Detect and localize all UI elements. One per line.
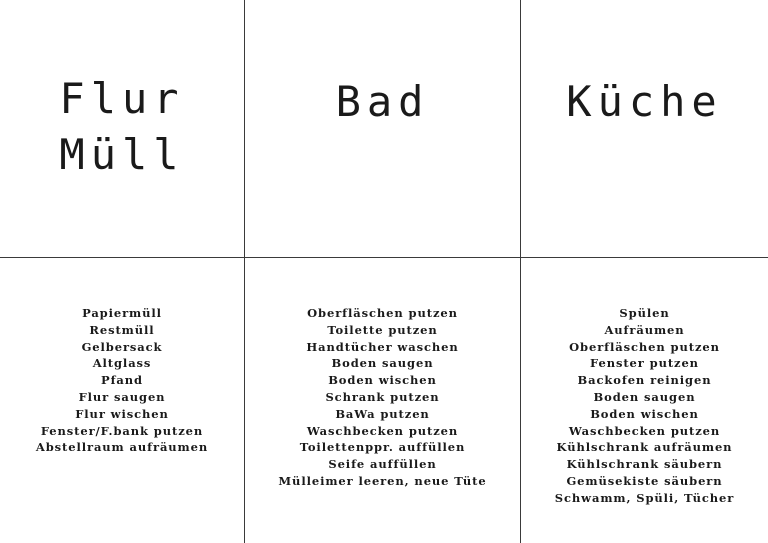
header-cell-kueche	[521, 0, 768, 258]
task-item: Papiermüll	[82, 306, 162, 320]
task-item: Oberfläschen putzen	[569, 339, 720, 354]
task-item: Gemüsekiste säubern	[566, 473, 723, 488]
task-item: Altglass	[92, 356, 152, 371]
task-item: Oberfläschen putzen	[307, 306, 458, 320]
task-cell-flur-muell	[0, 258, 245, 543]
task-list-bad	[245, 305, 520, 490]
task-list-flur-muell	[0, 305, 244, 456]
task-item: Aufräumen	[604, 322, 685, 337]
task-item: Waschbecken putzen	[306, 423, 459, 438]
task-item: Kühlschrank säubern	[566, 457, 723, 472]
task-item: Boden wischen	[328, 373, 437, 388]
title-stack-flur-muell	[59, 71, 184, 183]
task-item: Waschbecken putzen	[568, 423, 721, 438]
task-item: Toilettenppr. auffüllen	[299, 440, 466, 455]
task-item: Fenster putzen	[590, 356, 699, 371]
task-cell-bad	[245, 258, 521, 543]
task-item: Gelbersack	[81, 339, 163, 354]
task-item: Seife auffüllen	[328, 457, 437, 472]
task-item: Handtücher waschen	[306, 339, 459, 354]
task-item: Restmüll	[89, 322, 155, 337]
header-cell-flur-muell	[0, 0, 245, 258]
task-item: Fenster/F.bank putzen	[40, 423, 204, 438]
task-item: Toilette putzen	[327, 322, 438, 337]
column-title-line-1: Flur	[59, 73, 185, 123]
task-item: Abstellraum aufräumen	[35, 440, 209, 455]
header-cell-bad	[245, 0, 521, 258]
task-item: Spülen	[619, 306, 670, 320]
task-item: Boden saugen	[593, 389, 696, 404]
task-item: Schwamm, Spüli, Tücher	[554, 490, 735, 505]
task-item: BaWa putzen	[335, 406, 430, 421]
column-title-kueche: Küche	[566, 76, 723, 126]
task-item: Schrank putzen	[325, 389, 440, 404]
column-title-bad: Bad	[335, 76, 430, 126]
task-item: Pfand	[101, 373, 143, 388]
task-item: Flur wischen	[75, 406, 169, 421]
task-cell-kueche	[521, 258, 768, 543]
task-item: Boden wischen	[590, 406, 699, 421]
column-title-line-2: Müll	[59, 129, 185, 179]
task-item: Flur saugen	[78, 389, 166, 404]
task-item: Mülleimer leeren, neue Tüte	[278, 473, 487, 488]
task-list-kueche	[521, 305, 768, 507]
task-item: Backofen reinigen	[577, 373, 712, 388]
task-item: Boden saugen	[331, 356, 434, 371]
task-item: Kühlschrank aufräumen	[556, 440, 733, 455]
